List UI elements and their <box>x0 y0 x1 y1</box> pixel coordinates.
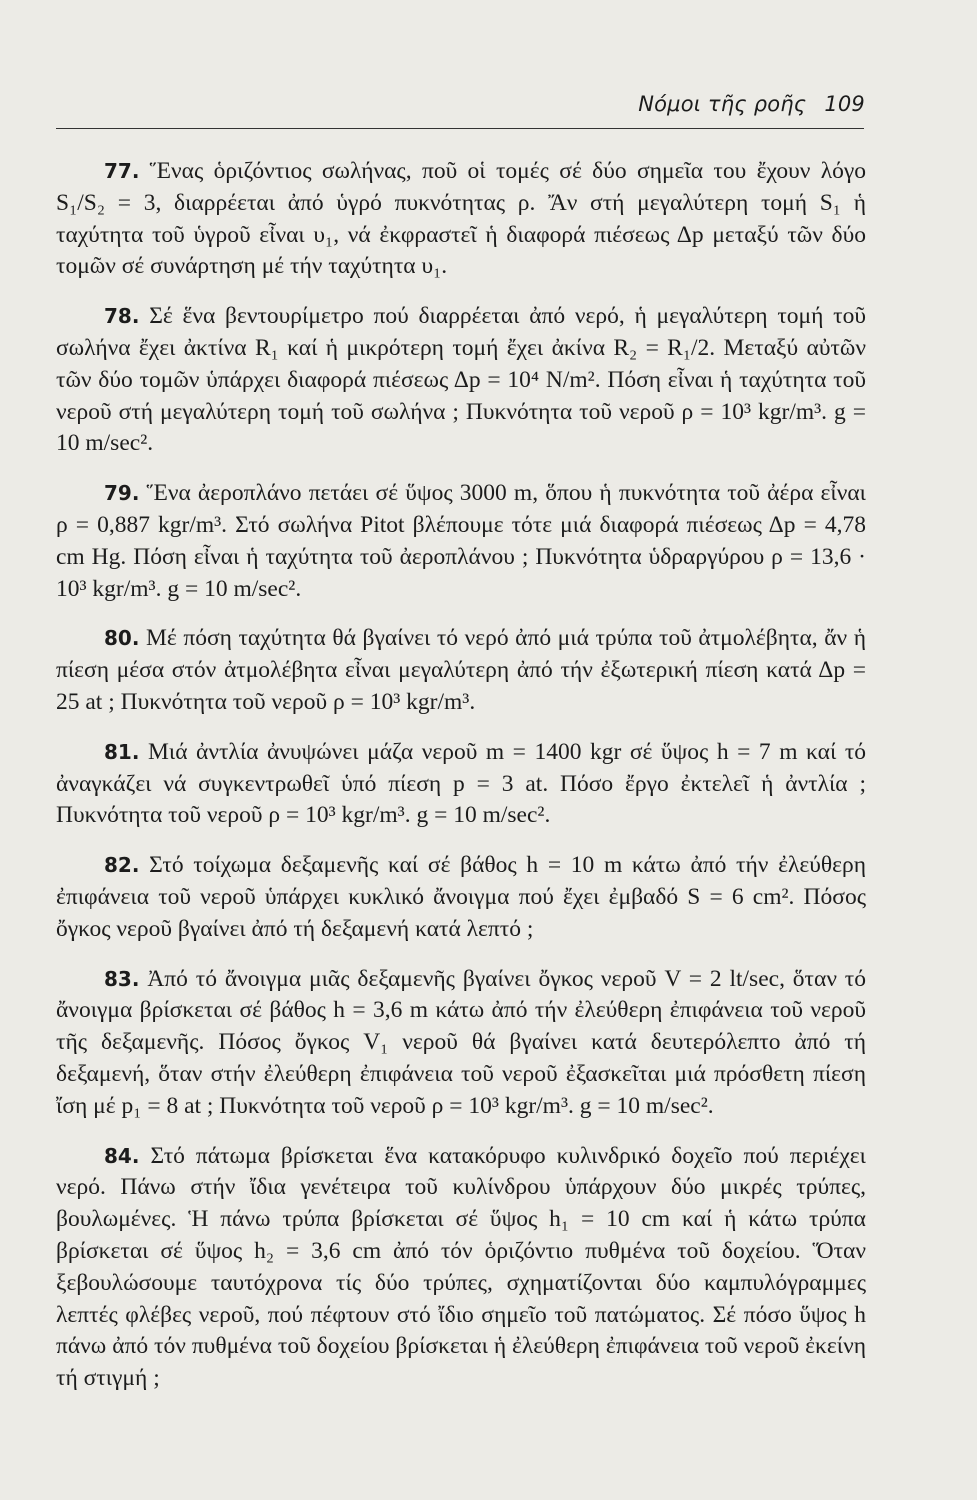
problem-83 <box>56 964 866 1123</box>
problem-number: 80. <box>104 626 140 651</box>
problem-number: 82. <box>104 853 140 878</box>
header-rule <box>56 128 864 129</box>
problem-text: Σέ ἕνα βεντουρίμετρο πού διαρρέεται ἀπό νερό, ἡ μεγαλύτερη τομή τοῦ σωλήνα ἔχει ἀκτίνα R₁ καί ἡ μικρότερη τομή ἔχει ἀκίνα R₂ = R₁/2. Μεταξύ αὐτῶν τῶν δύο τομῶν ὑπάρχει διαφορά πιέσεως Δp = 10⁴ N/m². Πόση εἶναι ἡ ταχύτητα τοῦ νεροῦ στή μεγαλύτερη τομή τοῦ σωλήνα ; Πυκνότητα τοῦ νεροῦ ρ = 10³ kgr/m³. g = 10 m/sec². <box>56 303 866 457</box>
problem-number: 77. <box>104 159 140 183</box>
problem-text: Ἕνα ἀεροπλάνο πετάει σέ ὕψος 3000 m, ὅπου ἡ πυκνότητα τοῦ ἀέρα εἶναι ρ = 0,887 kgr/m³. Στό σωλήνα Pitot βλέπουμε τότε μιά διαφορά πιέσεως Δp = 4,78 cm Hg. Πόση εἶναι ἡ ταχύτητα τοῦ ἀεροπλάνου ; Πυκνότητα ὑδραργύρου ρ = 13,6 · 10³ kgr/m³. g = 10 m/sec². <box>56 480 866 602</box>
problem-text: Στό τοίχωμα δεξαμενῆς καί σέ βάθος h = 10 m κάτω ἀπό τήν ἐλεύθερη ἐπιφάνεια τοῦ νεροῦ ὑπάρχει κυκλικό ἄνοιγμα πού ἔχει ἐμβαδό S = 6 cm². Πόσος ὄγκος νεροῦ βγαίνει ἀπό τή δεξαμενή κατά λεπτό ; <box>56 852 866 942</box>
problem-77 <box>56 156 866 283</box>
running-head <box>638 92 865 116</box>
problem-number: 78. <box>104 304 140 329</box>
problems-list <box>56 156 866 1413</box>
problem-text: Στό πάτωμα βρίσκεται ἕνα κατακόρυφο κυλινδρικό δοχεῖο πού περιέχει νερό. Πάνω στήν ἴδια γενέτειρα τοῦ κυλίνδρου ὑπάρχουν δύο μικρές τρύπες, βουλωμένες. Ἡ πάνω τρύπα βρίσκεται σέ ὕψος h₁ = 10 cm καί ἡ κάτω τρύπα βρίσκεται σέ ὕψος h₂ = 3,6 cm ἀπό τόν ὁριζόντιο πυθμένα τοῦ δοχείου. Ὅταν ξεβουλώσουμε ταυτόχρονα τίς δύο τρύπες, σχηματίζονται δύο καμπυλόγραμμες λεπτές φλέβες νεροῦ, πού πέφτουν στό ἴδιο σημεῖο τοῦ πατώματος. Σέ πόσο ὕψος h πάνω ἀπό τόν πυθμένα τοῦ δοχείου βρίσκεται ἡ ἐλεύθερη ἐπιφάνεια τοῦ νεροῦ ἐκείνη τή στιγμή ; <box>56 1142 866 1392</box>
problem-text: Μέ πόση ταχύτητα θά βγαίνει τό νερό ἀπό μιά τρύπα τοῦ ἀτμολέβητα, ἄν ἡ πίεση μέσα στόν ἀτμολέβητα εἶναι μεγαλύτερη ἀπό τήν ἐξωτερική πίεση κατά Δp = 25 at ; Πυκνότητα τοῦ νεροῦ ρ = 10³ kgr/m³. <box>56 625 867 715</box>
problem-84 <box>56 1141 866 1395</box>
page-number: 109 <box>824 92 865 116</box>
problem-78 <box>56 301 866 460</box>
problem-81 <box>56 737 866 832</box>
problem-79 <box>56 478 866 605</box>
problem-text: Ἀπό τό ἄνοιγμα μιᾶς δεξαμενῆς βγαίνει ὄγκος νεροῦ V = 2 lt/sec, ὅταν τό ἄνοιγμα βρίσκεται σέ βάθος h = 3,6 m κάτω ἀπό τήν ἐλεύθερη ἐπιφάνεια τοῦ νεροῦ τῆς δεξαμενῆς. Πόσος ὄγκος V₁ νεροῦ θά βγαίνει κατά δευτερόλεπτο ἀπό τή δεξαμενή, ὅταν στήν ἐλεύθερη ἐπιφάνεια τοῦ νεροῦ ἐξασκεῖται μιά πρόσθετη πίεση ἴση μέ p₁ = 8 at ; Πυκνότητα τοῦ νεροῦ ρ = 10³ kgr/m³. g = 10 m/sec². <box>56 965 866 1119</box>
problem-text: Ἕνας ὁριζόντιος σωλήνας, ποῦ οἱ τομές σέ δύο σημεῖα του ἔχουν λόγο S₁/S₂ = 3, διαρρέεται ἀπό ὑγρό πυκνότητας ρ. Ἄν στή μεγαλύτερη τομή S₁ ἡ ταχύτητα τοῦ ὑγροῦ εἶναι υ₁, νά ἐκφραστεῖ ἡ διαφορά πιέσεως Δp μεταξύ τῶν δύο τομῶν σέ συνάρτηση μέ τήν ταχύτητα υ₁. <box>56 158 866 280</box>
problem-text: Μιά ἀντλία ἀνυψώνει μάζα νεροῦ m = 1400 kgr σέ ὕψος h = 7 m καί τό ἀναγκάζει νά συγκεντρωθεῖ ὑπό πίεση p = 3 at. Πόσο ἔργο ἐκτελεῖ ἡ ἀντλία ; Πυκνότητα τοῦ νεροῦ ρ = 10³ kgr/m³. g = 10 m/sec². <box>56 738 867 829</box>
problem-82 <box>56 850 866 945</box>
problem-number: 83. <box>104 966 140 991</box>
problem-number: 81. <box>104 739 140 764</box>
problem-number: 79. <box>104 481 140 506</box>
problem-80 <box>56 623 866 718</box>
chapter-title: Νόμοι τῆς ροῆς <box>638 92 807 116</box>
problem-number: 84. <box>104 1143 140 1168</box>
